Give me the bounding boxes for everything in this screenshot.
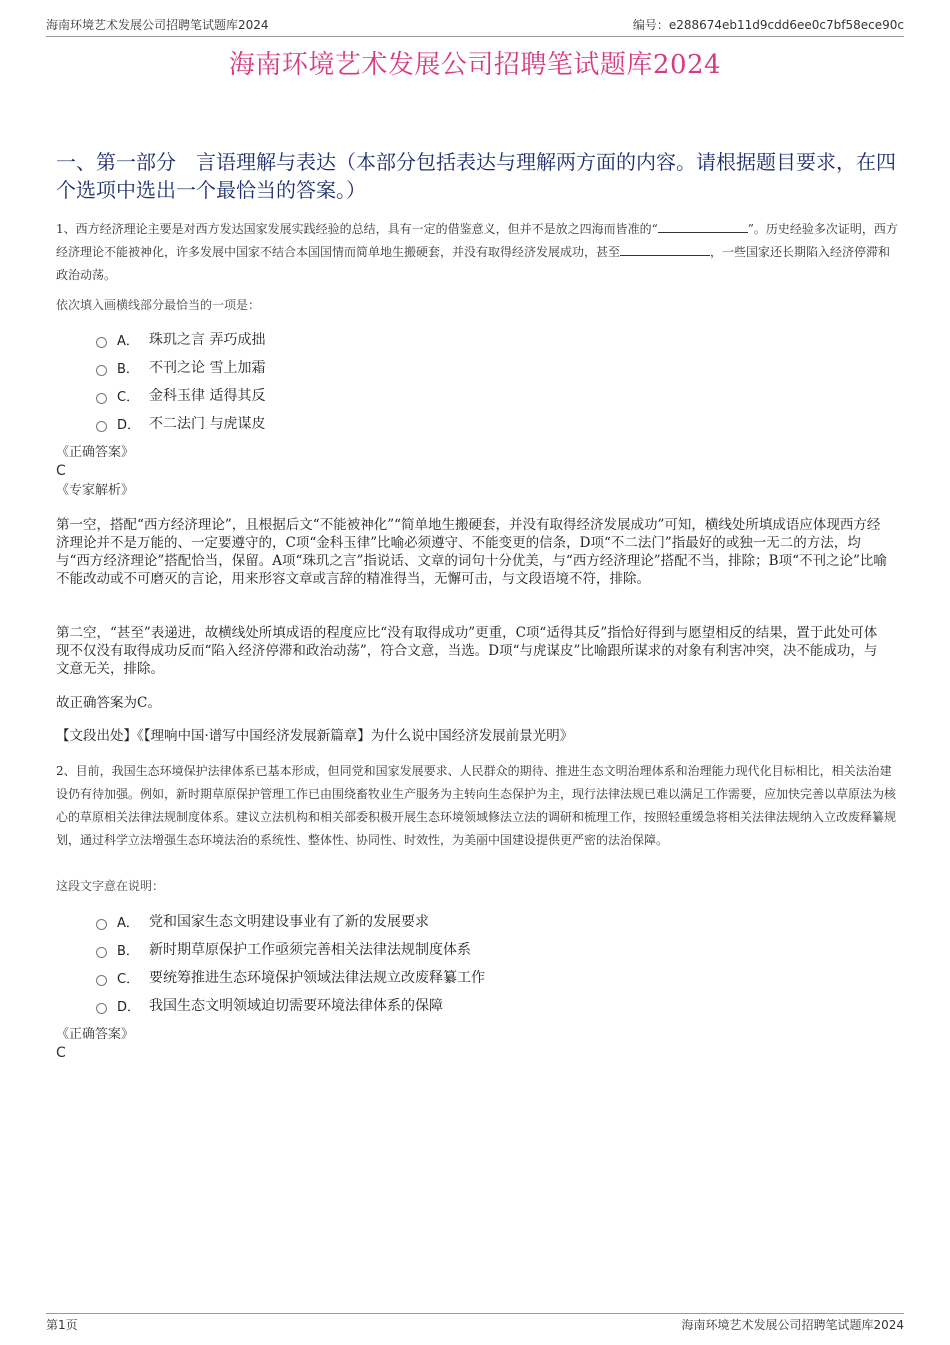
answer-value: C [56,1045,66,1061]
radio-button-icon[interactable] [96,337,107,348]
analysis-paragraph-1: 第一空，搭配“西方经济理论”，且根据后文“不能被神化”“简单地生搬硬套，并没有取得经济发展成功”可知，横线处所填成语应体现西方经济理论并不是万能的、一定要遵守的，C项“金科玉律”比喻必须遵守、不能变更的信条，D项“不二法门”指最好的或独一无二的方法，均与“西方经济理论”搭配恰当，保留。A项“珠玑之言”指说话、文章的词句十分优美，与“西方经济理论”搭配不当，排除；B项“不刊之论”比喻不能改动或不可磨灭的言论，用来形容文章或言辞的精准得当，无懈可击，与文段语境不符，排除。 [56,517,887,587]
analysis-source: 【文段出处】《【理响中国·谱写中国经济发展新篇章】为什么说中国经济发展前景光明》 [56,728,574,744]
option-letter: D． [117,417,141,433]
header-doc-name: 海南环境艺术发展公司招聘笔试题库2024 [46,18,269,32]
option-text: 珠玑之言 弄巧成拙 [149,332,266,348]
answer-label: 《正确答案》 [56,445,135,460]
radio-button-icon[interactable] [96,947,107,958]
option-text: 我国生态文明领域迫切需要环境法律体系的保障 [149,998,443,1014]
answer-label: 《正确答案》 [56,1027,135,1042]
question-2-option-b[interactable] [96,935,876,963]
question-1-option-d[interactable] [96,409,876,437]
question-2-option-c[interactable] [96,963,876,991]
answer-value: C [56,463,66,479]
radio-button-icon[interactable] [96,421,107,432]
option-letter: B． [117,943,139,959]
question-1-text [56,218,902,287]
option-letter: A． [117,333,139,349]
question-1-text-part-b: ”。历史经验多次证明，西方经济理论不能被神化，许多发展中国家不结合本国国情而简单地生搬硬套，并没有取得经济发展成功，甚至 [56,222,898,259]
question-1-option-c[interactable] [96,381,876,409]
radio-button-icon[interactable] [96,919,107,930]
page-footer [46,1313,904,1333]
section-heading: 一、第一部分 言语理解与表达（本部分包括表达与理解两方面的内容。请根据题目要求，在四个选项中选出一个最恰当的答案。） [56,150,896,202]
analysis-paragraph-2: 第二空，“甚至”表递进，故横线处所填成语的程度应比“没有取得成功”更重，C项“适得其反”指恰好得到与愿望相反的结果，置于此处可体现不仅没有取得成功反而“陷入经济停滞和政治动荡”，符合文意，当选。D项“与虎谋皮”比喻跟所谋求的对象有利害冲突，决不能成功，与文意无关，排除。 [56,625,878,677]
analysis-label: 《专家解析》 [56,483,135,498]
document-title: 海南环境艺术发展公司招聘笔试题库2024 [228,50,722,80]
footer-doc-name: 海南环境艺术发展公司招聘笔试题库2024 [681,1318,904,1332]
question-1-prompt: 依次填入画横线部分最恰当的一项是： [56,298,261,312]
question-1-text-part-c: ，一些国家还长期陷入经济停滞和政治动荡。 [56,245,891,282]
option-text: 不二法门 与虎谋皮 [149,416,266,432]
question-1-options [96,325,876,437]
option-letter: D． [117,999,141,1015]
fill-blank-1 [658,220,748,233]
question-2-options [96,907,876,1019]
analysis-conclusion: 故正确答案为C。 [56,695,161,711]
page-number: 第1页 [46,1318,78,1332]
option-text: 不刊之论 雪上加霜 [149,360,266,376]
option-text: 金科玉律 适得其反 [149,388,266,404]
question-1-option-b[interactable] [96,353,876,381]
fill-blank-2 [620,243,710,256]
radio-button-icon[interactable] [96,975,107,986]
question-2-answer-block [56,1025,134,1063]
question-2-text: 2、目前，我国生态环境保护法律体系已基本形成，但同党和国家发展要求、人民群众的期待、推进生态文明治理体系和治理能力现代化目标相比，相关法治建设仍有待加强。例如，新时期草原保护管理工作已由围绕畜牧业生产服务为主转向生态保护为主，现行法律法规已难以满足工作需要，应加快完善以草原法为核心的草原相关法律法规制度体系。建议立法机构和相关部委积极开展生态环境领域修法立法的调研和梳理工作，按照轻重缓急将相关法律法规纳入立改废释纂规划，通过科学立法增强生态环境法治的系统性、整体性、协同性、时效性，为美丽中国建设提供更严密的法治保障。 [56,764,897,847]
radio-button-icon[interactable] [96,393,107,404]
page-header [46,14,904,37]
option-letter: B． [117,361,139,377]
option-text: 新时期草原保护工作亟须完善相关法律法规制度体系 [149,942,471,958]
option-text: 要统筹推进生态环境保护领域法律法规立改废释纂工作 [149,970,485,986]
radio-button-icon[interactable] [96,365,107,376]
option-text: 党和国家生态文明建设事业有了新的发展要求 [149,914,429,930]
question-2-option-d[interactable] [96,991,876,1019]
header-doc-id: 编号：e288674eb11d9cdd6ee0c7bf58ece90c [632,18,904,32]
option-letter: C． [117,389,140,405]
question-1-option-a[interactable] [96,325,876,353]
question-2-prompt: 这段文字意在说明： [56,879,165,893]
option-letter: A． [117,915,139,931]
question-1-text-part-a: 1、西方经济理论主要是对西方发达国家发展实践经验的总结，具有一定的借鉴意义，但并不是放之四海而皆准的“ [56,222,658,236]
question-2-option-a[interactable] [96,907,876,935]
radio-button-icon[interactable] [96,1003,107,1014]
option-letter: C． [117,971,140,987]
question-1-answer-block [56,443,134,500]
